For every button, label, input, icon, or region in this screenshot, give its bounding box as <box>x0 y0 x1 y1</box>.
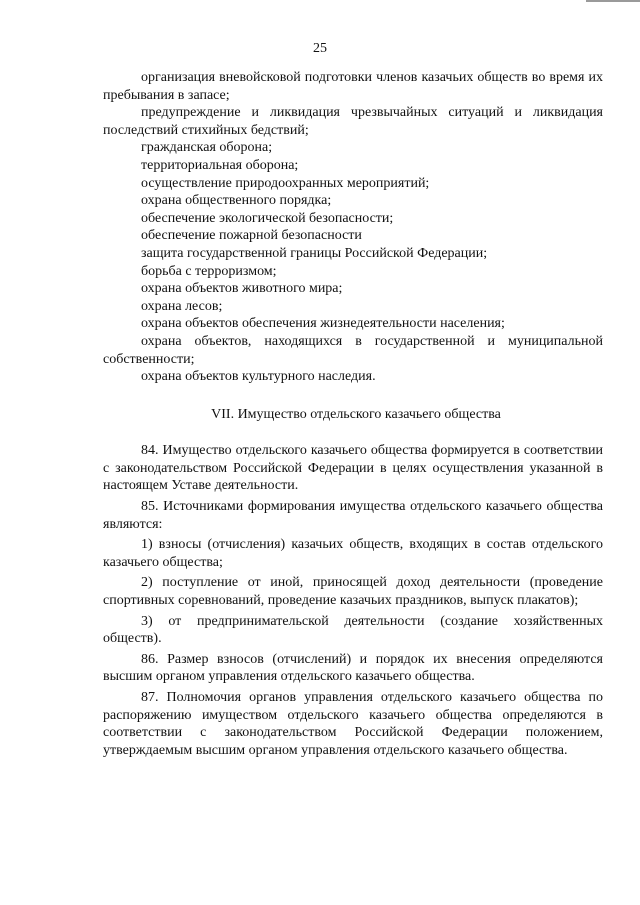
paragraph-85-item-3: 3) от предпринимательской деятельности (создание хозяйственных обществ). <box>103 613 603 647</box>
section-heading: VII. Имущество отдельского казачьего общества <box>211 406 501 422</box>
list-item-cultural-heritage: охрана объектов культурного наследия. <box>141 369 376 385</box>
paragraph-85-item-1: 1) взносы (отчисления) казачьих обществ, входящих в состав отдельского казачьего общества; <box>103 537 603 570</box>
list-item-wildlife-protection: охрана объектов животного мира; <box>141 281 343 297</box>
list-item-life-support-objects: охрана объектов обеспечения жизнедеятельности населения; <box>141 316 505 332</box>
page-number: 25 <box>313 41 327 56</box>
paragraph-85: 85. Источниками формирования имущества отдельского казачьего общества являются: <box>103 499 603 532</box>
list-item-counter-terrorism: борьба с терроризмом; <box>141 263 277 279</box>
list-item-civil-defense: гражданская оборона; <box>141 140 273 156</box>
list-item-fire-safety: обеспечение пожарной безопасности <box>141 228 362 244</box>
list-item-ecological-safety: обеспечение экологической безопасности; <box>141 210 394 226</box>
list-item-border-protection: защита государственной границы Российской Федерации; <box>141 245 488 261</box>
list-item-military-training: организация вневойсковой подготовки членов казачьих обществ во время их пребывания в запасе; <box>103 70 603 103</box>
paragraph-84: 84. Имущество отдельского казачьего общества формируется в соответствии с законодательством Российской Федерации в целях осуществления указанной в настоящем Уставе деятельности. <box>103 443 603 494</box>
list-item-state-property: охрана объектов, находящихся в государственной и муниципальной собственности; <box>103 333 603 367</box>
list-item-forest-protection: охрана лесов; <box>141 298 223 314</box>
document-body <box>103 69 603 759</box>
list-item-public-order: охрана общественного порядка; <box>141 193 332 209</box>
paragraph-85-item-2: 2) поступление от иной, приносящей доход деятельности (проведение спортивных соревнований, проведение казачьих праздников, выпуск плакатов); <box>103 575 603 609</box>
list-item-territorial-defense: территориальная оборона; <box>141 157 299 173</box>
paragraph-86: 86. Размер взносов (отчислений) и порядок их внесения определяются высшим органом управления отдельского казачьего общества. <box>103 651 603 685</box>
list-item-nature-protection: осуществление природоохранных мероприятий; <box>141 175 430 191</box>
list-item-emergencies: предупреждение и ликвидация чрезвычайных ситуаций и ликвидация последствий стихийных бедствий; <box>103 105 603 138</box>
paragraph-87: 87. Полномочия органов управления отдельского казачьего общества по распоряжению имуществом отдельского казачьего общества определяются в соответствии с законодательством Российской Федерации положением, утверждаемым высшим органом управления отдельского казачьего общества. <box>103 690 603 758</box>
top-edge-rule <box>586 0 640 2</box>
